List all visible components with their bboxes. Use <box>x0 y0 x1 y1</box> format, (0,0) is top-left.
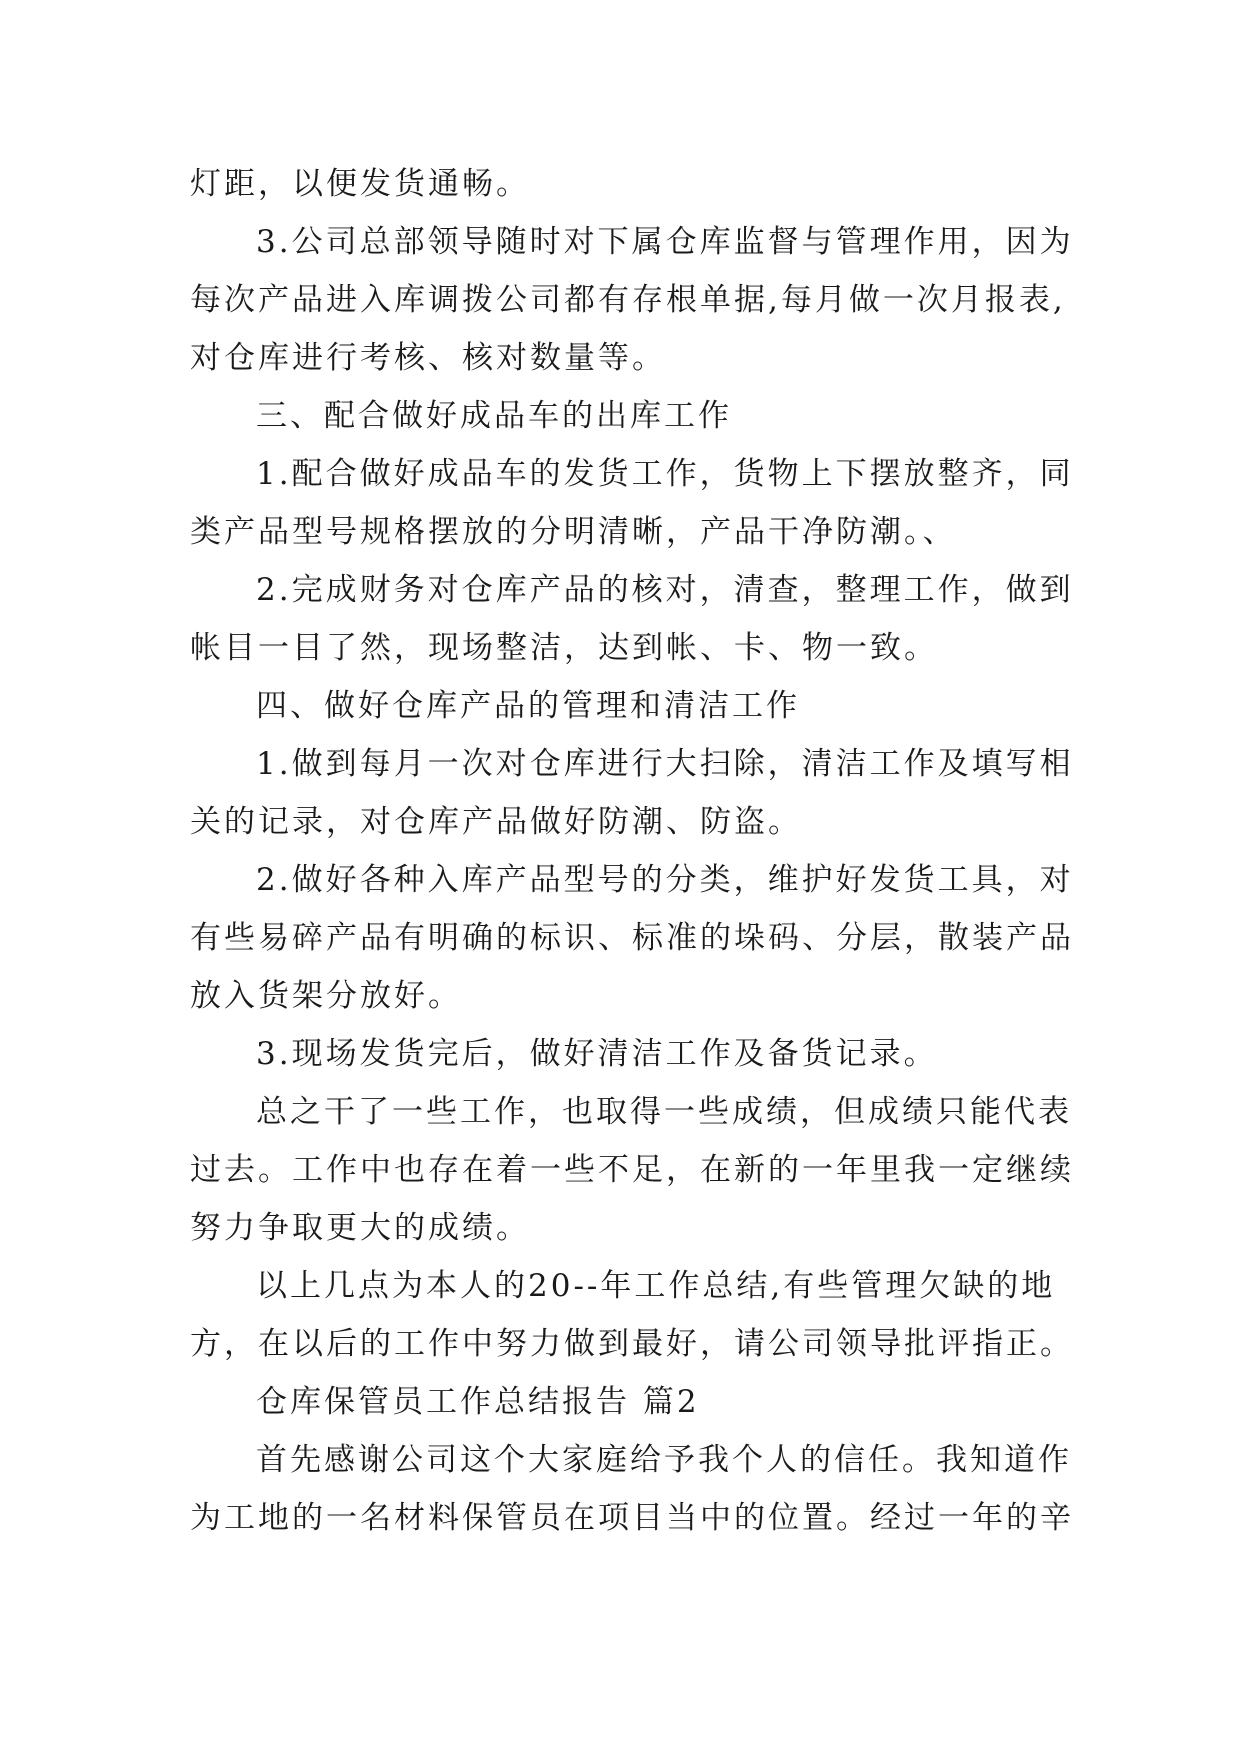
text-line: 灯距，以便发货通畅。 <box>190 166 530 202</box>
text-line: 3.公司总部领导随时对下属仓库监督与管理作用，因为 <box>256 224 1074 260</box>
text-line: 以上几点为本人的20--年工作总结,有些管理欠缺的地 <box>256 1268 1056 1304</box>
text-line: 为工地的一名材料保管员在项目当中的位置。经过一年的辛 <box>190 1500 1074 1536</box>
text-line: 2.做好各种入库产品型号的分类，维护好发货工具，对 <box>256 862 1074 898</box>
article-title: 仓库保管员工作总结报告 篇2 <box>256 1384 700 1420</box>
text-line: 2.完成财务对仓库产品的核对，清查，整理工作，做到 <box>256 572 1074 608</box>
text-line: 每次产品进入库调拨公司都有存根单据,每月做一次月报表, <box>190 282 1066 318</box>
text-line: 1.配合做好成品车的发货工作，货物上下摆放整齐，同 <box>256 456 1074 492</box>
text-line: 首先感谢公司这个大家庭给予我个人的信任。我知道作 <box>256 1442 1072 1478</box>
text-line: 过去。工作中也存在着一些不足，在新的一年里我一定继续 <box>190 1152 1074 1188</box>
text-line: 类产品型号规格摆放的分明清晰，产品干净防潮。、 <box>190 514 957 550</box>
text-line: 对仓库进行考核、核对数量等。 <box>190 340 666 376</box>
text-line: 关的记录，对仓库产品做好防潮、防盗。 <box>190 804 802 840</box>
section-heading: 四、做好仓库产品的管理和清洁工作 <box>256 688 800 724</box>
text-line: 总之干了一些工作，也取得一些成绩，但成绩只能代表 <box>256 1094 1072 1130</box>
text-line: 努力争取更大的成绩。 <box>190 1210 530 1246</box>
text-line: 帐目一目了然，现场整洁，达到帐、卡、物一致。 <box>190 630 938 666</box>
text-line: 方，在以后的工作中努力做到最好，请公司领导批评指正。 <box>190 1326 1074 1362</box>
text-line: 有些易碎产品有明确的标识、标准的垛码、分层，散装产品 <box>190 920 1074 956</box>
text-line: 1.做到每月一次对仓库进行大扫除，清洁工作及填写相 <box>256 746 1074 782</box>
section-heading: 三、配合做好成品车的出库工作 <box>256 398 732 434</box>
text-line: 放入货架分放好。 <box>190 978 462 1014</box>
text-line: 3.现场发货完后，做好清洁工作及备货记录。 <box>256 1036 938 1072</box>
